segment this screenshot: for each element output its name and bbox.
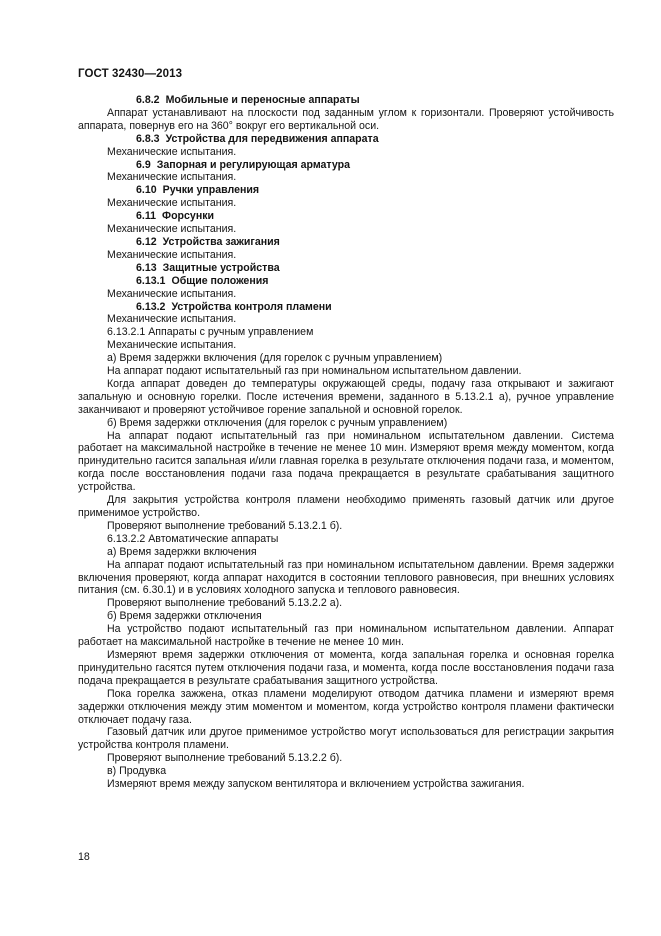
section-title: Запорная и регулирующая арматура bbox=[156, 158, 350, 171]
body-paragraph: Проверяют выполнение требований 5.13.2.2 а). bbox=[107, 597, 343, 610]
body-paragraph: а) Время задержки включения bbox=[107, 545, 257, 558]
section-heading bbox=[78, 159, 614, 172]
section-number: 6.12 bbox=[136, 235, 157, 248]
body-paragraph: в) Продувка bbox=[107, 765, 167, 778]
body-paragraph: Измеряют время задержки отключения от момента, когда запальная горелка и основная горелка принудительно гасятся путем отключения подачи газа, и момента, когда после восстановления подачи газа подача прекращается в результате срабатывания защитного устройства. bbox=[78, 648, 614, 687]
section-title: Устройства контроля пламени bbox=[171, 300, 332, 313]
section-heading bbox=[78, 210, 614, 223]
section-heading bbox=[78, 301, 614, 314]
section-title: Форсунки bbox=[162, 210, 215, 223]
section-title: Защитные устройства bbox=[162, 261, 280, 274]
section-heading bbox=[78, 262, 614, 275]
body-paragraph: Механические испытания. bbox=[107, 287, 237, 300]
body-paragraph: Механические испытания. bbox=[107, 171, 237, 184]
document-code-header: ГОСТ 32430—2013 bbox=[78, 68, 183, 80]
body-paragraph: 6.13.2.2 Автоматические аппараты bbox=[107, 532, 279, 545]
section-title: Мобильные и переносные аппараты bbox=[165, 94, 360, 106]
page-number: 18 bbox=[78, 851, 90, 863]
body-paragraph: Проверяют выполнение требований 5.13.2.1 б). bbox=[107, 519, 343, 532]
body-paragraph: Для закрытия устройства контроля пламени необходимо применять газовый датчик или другое применимое устройство. bbox=[78, 494, 614, 519]
body-paragraph: Измеряют время между запуском вентилятора и включением устройства зажигания. bbox=[107, 778, 525, 791]
body-paragraph: Механические испытания. bbox=[107, 223, 237, 236]
body-paragraph: Газовый датчик или другое применимое устройство могут использоваться для регистрации закрытия устройства контроля пламени. bbox=[78, 726, 614, 752]
section-heading bbox=[78, 275, 614, 288]
section-number: 6.13 bbox=[136, 261, 157, 274]
section-number: 6.11 bbox=[136, 210, 157, 223]
section-heading bbox=[78, 94, 614, 107]
body-paragraph: Аппарат устанавливают на плоскости под заданным углом к горизонтали. Проверяют устойчивость аппарата, повернув его на 360° вокруг его вертикальной оси. bbox=[78, 106, 614, 132]
body-paragraph: Механические испытания. bbox=[107, 145, 237, 158]
body-paragraph: На аппарат подают испытательный газ при номинальном испытательном давлении. bbox=[107, 365, 522, 378]
section-number: 6.13.1 bbox=[136, 274, 166, 287]
body-paragraph: а) Время задержки включения (для горелок с ручным управлением) bbox=[107, 352, 443, 365]
section-number: 6.10 bbox=[136, 184, 157, 197]
section-number: 6.8.3 bbox=[136, 132, 160, 145]
body-paragraph: Механические испытания. bbox=[107, 313, 237, 326]
section-title: Устройства для передвижения аппарата bbox=[165, 132, 379, 145]
section-number: 6.8.2 bbox=[136, 94, 160, 106]
section-number: 6.13.2 bbox=[136, 300, 166, 313]
document-body bbox=[78, 94, 614, 791]
body-paragraph: Проверяют выполнение требований 5.13.2.2 б). bbox=[107, 752, 343, 765]
body-paragraph: Механические испытания. bbox=[107, 339, 237, 352]
section-heading bbox=[78, 184, 614, 197]
body-paragraph: Механические испытания. bbox=[107, 197, 237, 210]
body-paragraph: На аппарат подают испытательный газ при номинальном испытательном давлении. Время задержки включения проверяют, когда аппарат находится в состоянии теплового равновесия, при внешних условиях питания (см. 6.30.1) и в условиях холодного запуска и теплового равновесия. bbox=[78, 558, 614, 597]
body-paragraph: На аппарат подают испытательный газ при номинальном испытательном давлении. Система работает на максимальной настройке в течение не менее 10 мин. Измеряют время между моментом, когда принудительно гасится запальная и/или главная горелка в результате отключения подачи газа, и моментом, когда после восстановления подачи газа подача прекращается в результате срабатывания защитного устройства. bbox=[78, 429, 614, 494]
body-paragraph: Когда аппарат доведен до температуры окружающей среды, подачу газа открывают и зажигают запальную и основную горелки. После истечения времени, заданного в 5.13.2.1 а), ручное управление заканчивают и проверяют устойчивое горение запальной и основной горелок. bbox=[78, 377, 614, 416]
section-title: Ручки управления bbox=[162, 184, 260, 197]
body-paragraph: Механические испытания. bbox=[107, 248, 237, 261]
body-paragraph: 6.13.2.1 Аппараты с ручным управлением bbox=[107, 326, 314, 339]
section-heading bbox=[78, 133, 614, 146]
body-paragraph: На устройство подают испытательный газ при номинальном испытательном давлении. Аппарат работает на максимальной настройке в течение не менее 10 мин. bbox=[78, 623, 614, 649]
section-title: Общие положения bbox=[171, 274, 269, 287]
body-paragraph: б) Время задержки отключения (для горелок с ручным управлением) bbox=[107, 416, 448, 429]
body-paragraph: Пока горелка зажжена, отказ пламени моделируют отводом датчика пламени и измеряют время задержки отключения между этим моментом и моментом, когда устройство контроля пламени фактически отключает подачу газа. bbox=[78, 687, 614, 726]
section-heading bbox=[78, 236, 614, 249]
section-number: 6.9 bbox=[136, 158, 151, 171]
body-paragraph: б) Время задержки отключения bbox=[107, 610, 262, 623]
section-title: Устройства зажигания bbox=[162, 235, 280, 248]
